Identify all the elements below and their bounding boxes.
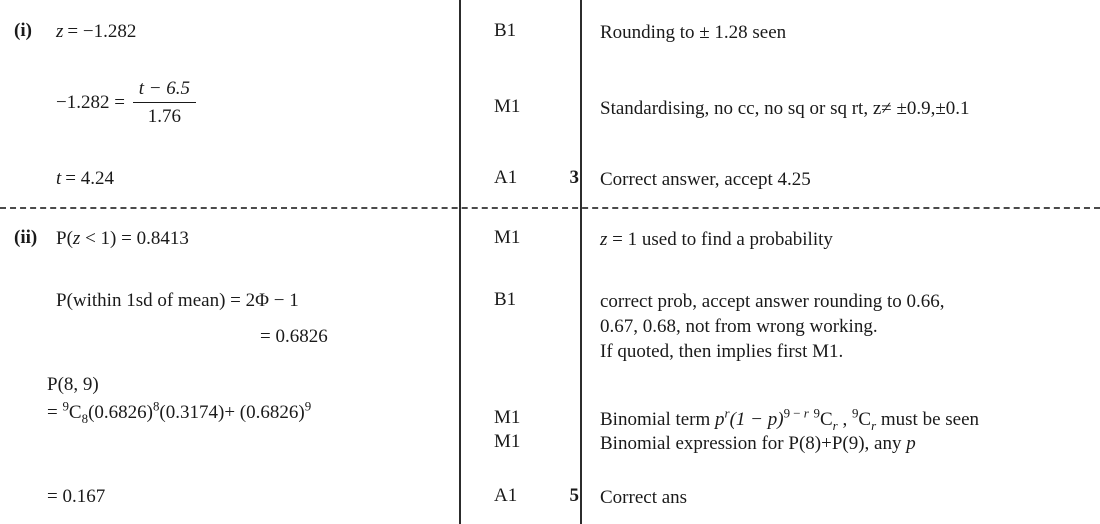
mark-cell: M1 [494,407,521,428]
note-cell: Correct answer, accept 4.25 [600,169,811,190]
working-cell [56,78,496,130]
working-line-2: = 0.6826 [260,325,328,347]
part-label-ii: (ii) [14,227,38,248]
note-cell: Standardising, no cc, no sq or sq rt, z≠ ±0.9,±0.1 [600,98,970,119]
working-cell: P(z < 1) = 0.8413 [56,228,189,249]
working-line-2: = $^9C_8(0.6826)^8(0.3174)+ (0.6826)^9$ [47,398,312,426]
note-cell: Correct ans [600,487,688,508]
note-cell [600,289,1092,364]
fraction [133,77,196,129]
note-line-2: 0.67, 0.68, not from wrong working. [600,316,878,338]
mark-cell: B1 [494,289,517,310]
mark-cell: B1 [494,20,517,41]
working-line-1: P(8, 9) [47,374,99,395]
working-value: = 4.24 [65,168,114,189]
working-cell [56,167,496,191]
working-variable: t [56,168,62,189]
working-cell: = 0.167 [47,486,106,507]
working-cell [56,20,496,44]
working-value: = −1.282 [67,21,137,42]
mark-cell: M1 [494,96,521,117]
working-variable: z [56,21,64,42]
note-line-3: If quoted, then implies first M1. [600,341,844,363]
mark-cell: A1 [494,485,518,506]
working-lhs: −1.282 = [56,92,125,114]
working-cell [56,289,496,349]
part-ii [0,209,1100,524]
working-line-1: P(within 1sd of mean) = 2Φ − 1 [56,290,299,311]
mark-cell: M1 [494,431,521,452]
fraction-denominator: 1.76 [147,105,181,127]
fraction-numerator: t − 6.5 [133,77,196,103]
total-cell: 3 [569,167,579,188]
note-cell: z = 1 used to find a probability [600,229,833,250]
working-cell [47,373,487,425]
note-cell: Rounding to ± 1.28 seen [600,22,787,43]
mark-cell: M1 [494,227,521,248]
total-cell: 5 [569,485,579,506]
note-cell: Binomial expression for P(8)+P(9), any p [600,433,916,454]
note-line-1: correct prob, accept answer rounding to 0.66, [600,291,945,312]
mark-cell: A1 [494,167,518,188]
part-i [0,0,1100,207]
part-label-i: (i) [14,20,32,41]
note-cell: Binomial term $p^r(1 - p)^{9 - r}$ $^9C_r$ , $^9C_r$ must be seen [600,405,980,433]
